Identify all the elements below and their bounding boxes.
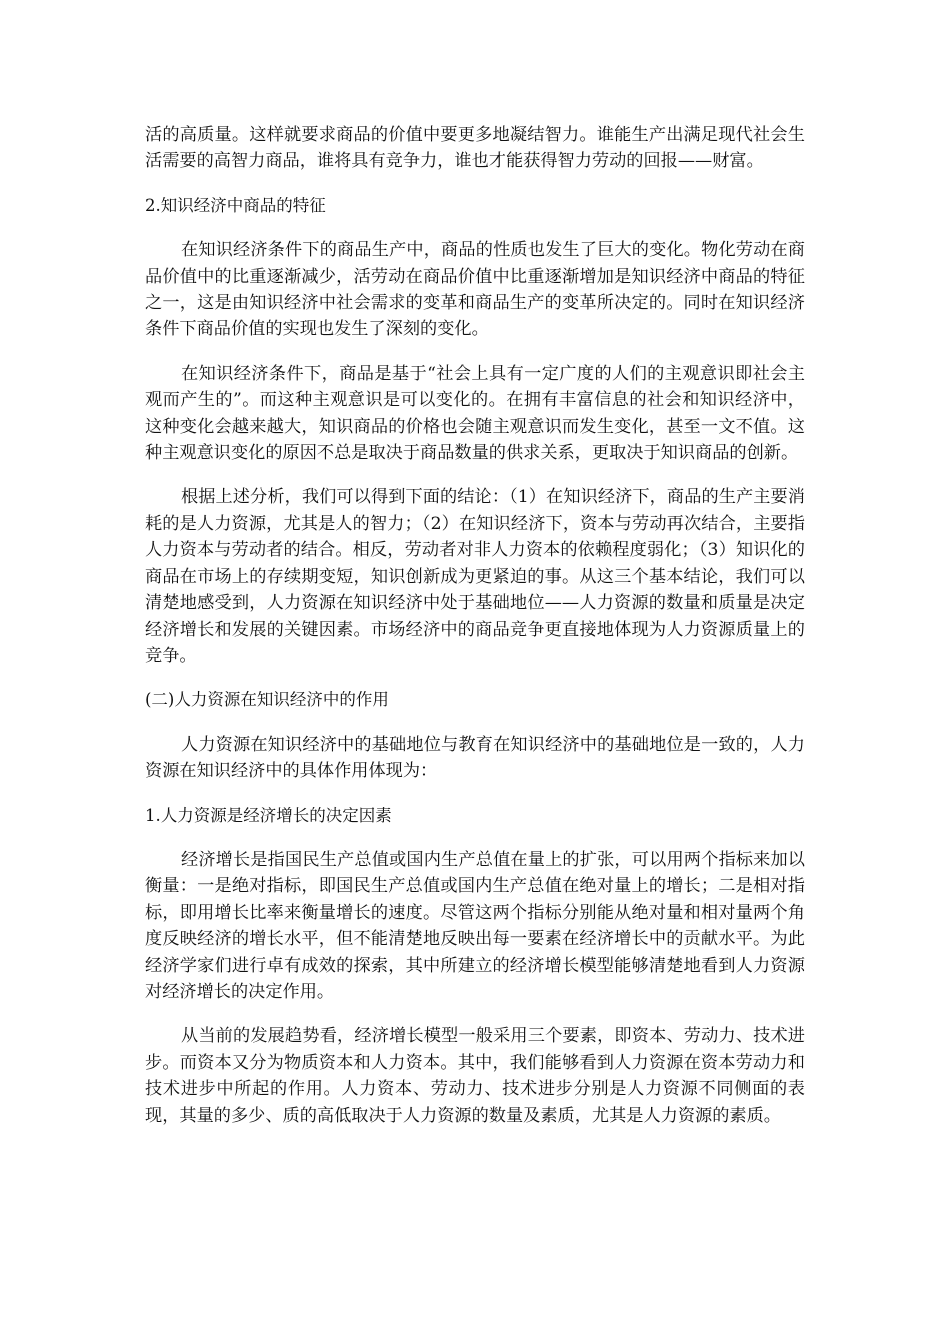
paragraph-gap (145, 1005, 805, 1023)
paragraph-commodity-nature: 在知识经济条件下的商品生产中，商品的性质也发生了巨大的变化。物化劳动在商品价值中的比重逐渐减少，活劳动在商品价值中比重逐渐增加是知识经济中商品的特征之一，这是由知识经济中社会需求的变革和商品生产的变革所决定的。同时在知识经济条件下商品价值的实现也发生了深刻的变化。 (145, 240, 805, 340)
paragraph-gap (145, 714, 805, 732)
paragraph-subjective-consciousness: 在知识经济条件下，商品是基于“社会上具有一定广度的人们的主观意识即社会主观而产生的”。而这种主观意识是可以变化的。在拥有丰富信息的社会和知识经济中，这种变化会越来越大，知识商品的价格也会随主观意识而发生变化，甚至一文不值。这种主观意识变化的原因不总是取决于商品数量的供求关系，更取决于知识商品的创新。 (145, 363, 805, 464)
paragraph-gap (145, 175, 805, 193)
paragraph-hr-foundation: 人力资源在知识经济中的基础地位与教育在知识经济中的基础地位是一致的，人力资源在知识经济中的具体作用体现为： (145, 734, 805, 782)
paragraph-gap (145, 466, 805, 484)
paragraph-conclusions: 根据上述分析，我们可以得到下面的结论：（1）在知识经济下，商品的生产主要消耗的是人力资源，尤其是人的智力；（2）在知识经济下，资本与劳动再次结合，主要指人力资本与劳动者的结合。相反，劳动者对非人力资本的依赖程度弱化；（3）知识化的商品在市场上的存续期变短，知识创新成为更紧迫的事。从这三个基本结论，我们可以清楚地感受到，人力资源在知识经济中处于基础地位——人力资源的数量和质量是决定经济增长和发展的关键因素。市场经济中的商品竞争更直接地体现为人力资源质量上的竞争。 (145, 487, 805, 666)
paragraph-gap (145, 669, 805, 687)
paragraph-continued: 活的高质量。这样就要求商品的价值中要更多地凝结智力。谁能生产出满足现代社会生活需要的高智力商品，谁将具有竞争力，谁也才能获得智力劳动的回报——财富。 (145, 125, 805, 172)
section-heading-growth-factor: 1.人力资源是经济增长的决定因素 (145, 805, 392, 825)
paragraph-gap (145, 219, 805, 237)
paragraph-growth-model: 从当前的发展趋势看，经济增长模型一般采用三个要素，即资本、劳动力、技术进步。而资本又分为物质资本和人力资本。其中，我们能够看到人力资源在资本劳动力和技术进步中所起的作用。人力资本、劳动力、技术进步分别是人力资源不同侧面的表现，其量的多少、质的高低取决于人力资源的数量及素质，尤其是人力资源的素质。 (145, 1026, 805, 1126)
section-heading-commodity-features: 2.知识经济中商品的特征 (145, 195, 326, 215)
document-page (145, 122, 805, 1129)
paragraph-gap (145, 785, 805, 803)
paragraph-gap (145, 829, 805, 847)
section-heading-hr-role: (二)人力资源在知识经济中的作用 (145, 690, 389, 710)
paragraph-gap (145, 343, 805, 361)
paragraph-economic-growth: 经济增长是指国民生产总值或国内生产总值在量上的扩张，可以用两个指标来加以衡量：一是绝对指标，即国民生产总值或国内生产总值在绝对量上的增长；二是相对指标，即用增长比率来衡量增长的速度。尽管这两个指标分别能从绝对量和相对量两个角度反映经济的增长水平，但不能清楚地反映出每一要素在经济增长中的贡献水平。为此经济学家们进行卓有成效的探索，其中所建立的经济增长模型能够清楚地看到人力资源对经济增长的决定作用。 (145, 849, 805, 1002)
